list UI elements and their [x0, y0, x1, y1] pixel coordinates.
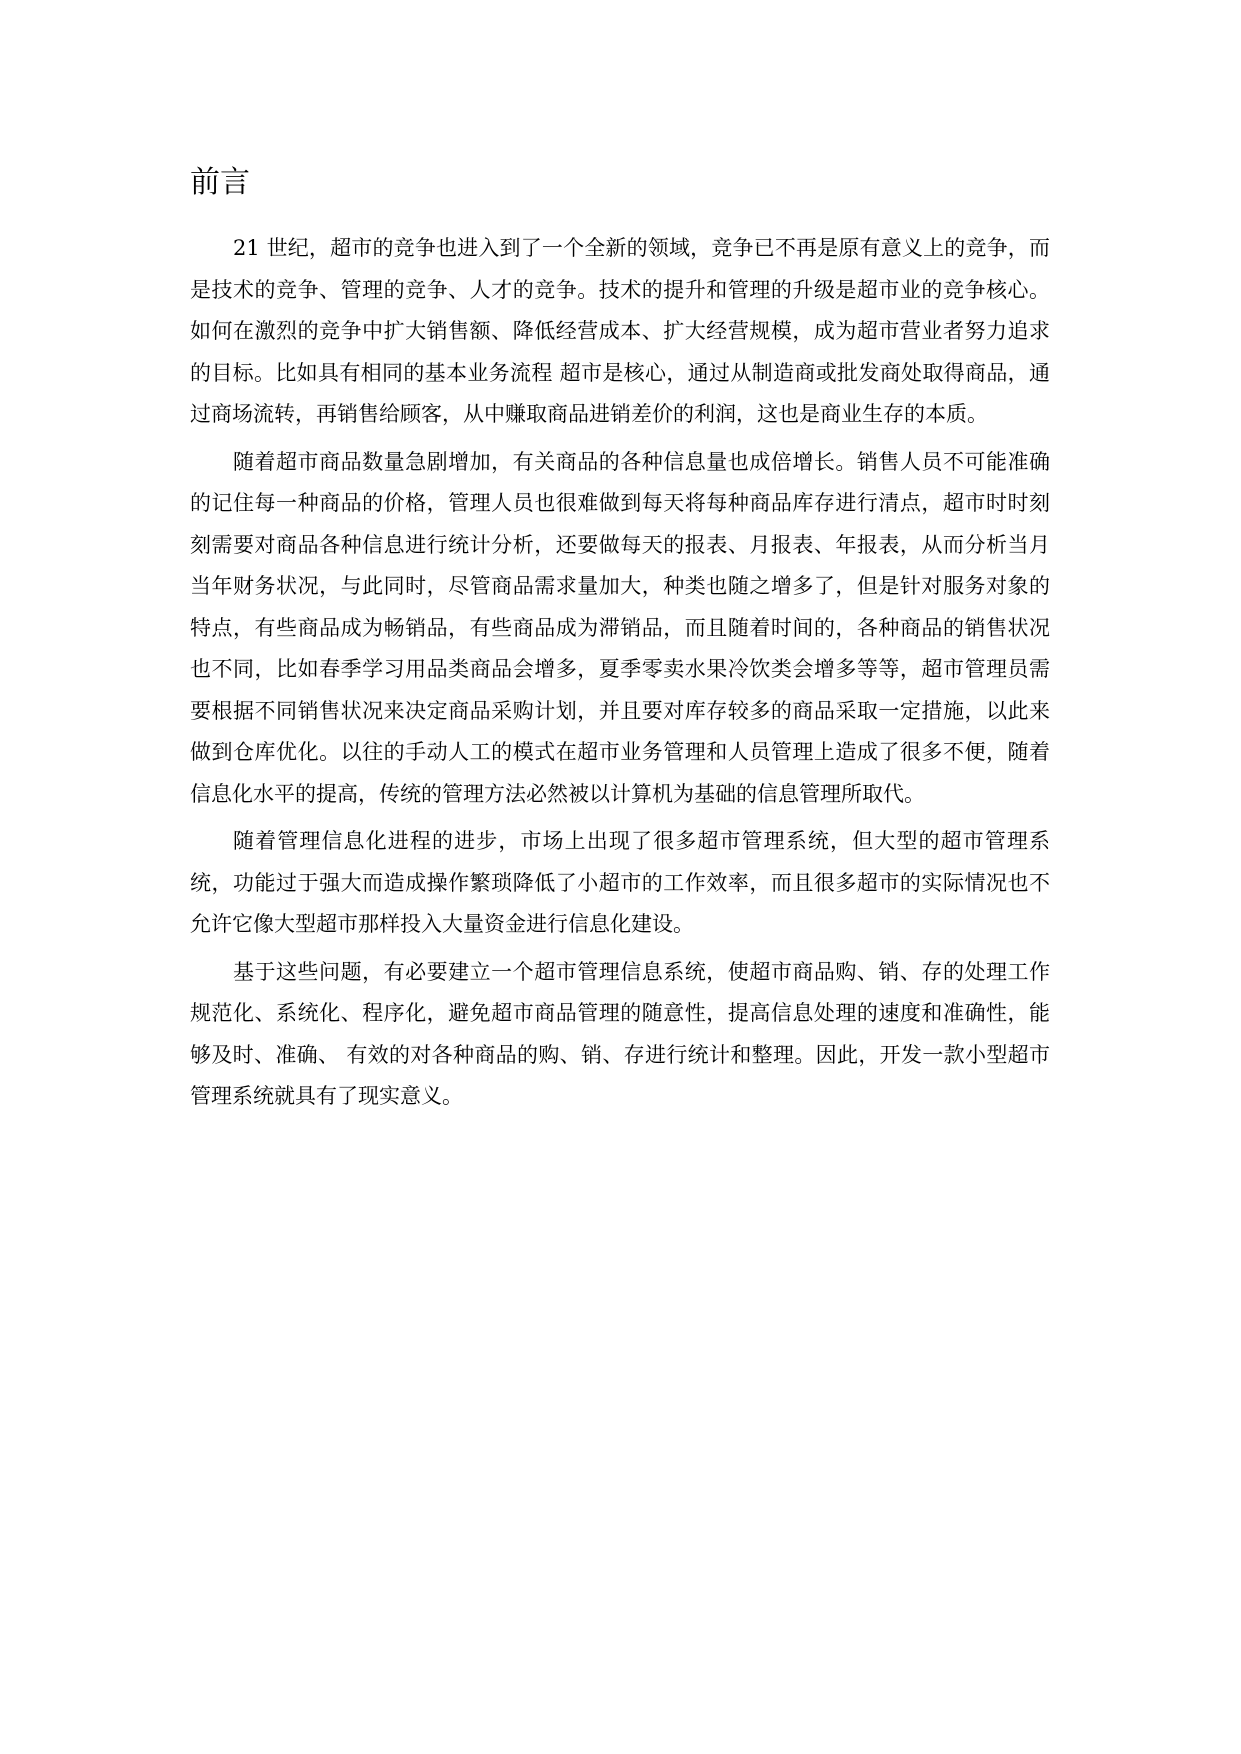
paragraph-1: 21 世纪，超市的竞争也进入到了一个全新的领域，竞争已不再是原有意义上的竞争，而是技术的竞争、管理的竞争、人才的竞争。技术的提升和管理的升级是超市业的竞争核心。如何在激烈的竞争中扩大销售额、降低经营成本、扩大经营规模，成为超市营业者努力追求的目标。比如具有相同的基本业务流程 超市是核心，通过从制造商或批发商处取得商品，通过商场流转，再销售给顾客，从中赚取商品进销差价的利润，这也是商业生存的本质。: [190, 236, 1050, 426]
page-title: 前言: [190, 165, 250, 200]
body-text: [190, 228, 1050, 1118]
paragraph-3: 随着管理信息化进程的进步，市场上出现了很多超市管理系统，但大型的超市管理系统，功能过于强大而造成操作繁琐降低了小超市的工作效率，而且很多超市的实际情况也不允许它像大型超市那样投入大量资金进行信息化建设。: [190, 829, 1050, 936]
paragraph-4: 基于这些问题，有必要建立一个超市管理信息系统，使超市商品购、销、存的处理工作规范化、系统化、程序化，避免超市商品管理的随意性，提高信息处理的速度和准确性，能够及时、准确、 有效的对各种商品的购、销、存进行统计和整理。因此，开发一款小型超市管理系统就具有了现实意义。: [190, 959, 1050, 1108]
paragraph-2: 随着超市商品数量急剧增加，有关商品的各种信息量也成倍增长。销售人员不可能准确的记住每一种商品的价格，管理人员也很难做到每天将每种商品库存进行清点，超市时时刻刻需要对商品各种信息进行统计分析，还要做每天的报表、月报表、年报表，从而分析当月当年财务状况，与此同时，尽管商品需求量加大，种类也随之增多了，但是针对服务对象的特点，有些商品成为畅销品，有些商品成为滞销品，而且随着时间的，各种商品的销售状况也不同，比如春季学习用品类商品会增多，夏季零卖水果冷饮类会增多等等，超市管理员需要根据不同销售状况来决定商品采购计划，并且要对库存较多的商品采取一定措施，以此来做到仓库优化。以往的手动人工的模式在超市业务管理和人员管理上造成了很多不便，随着信息化水平的提高，传统的管理方法必然被以计算机为基础的信息管理所取代。: [190, 449, 1050, 806]
